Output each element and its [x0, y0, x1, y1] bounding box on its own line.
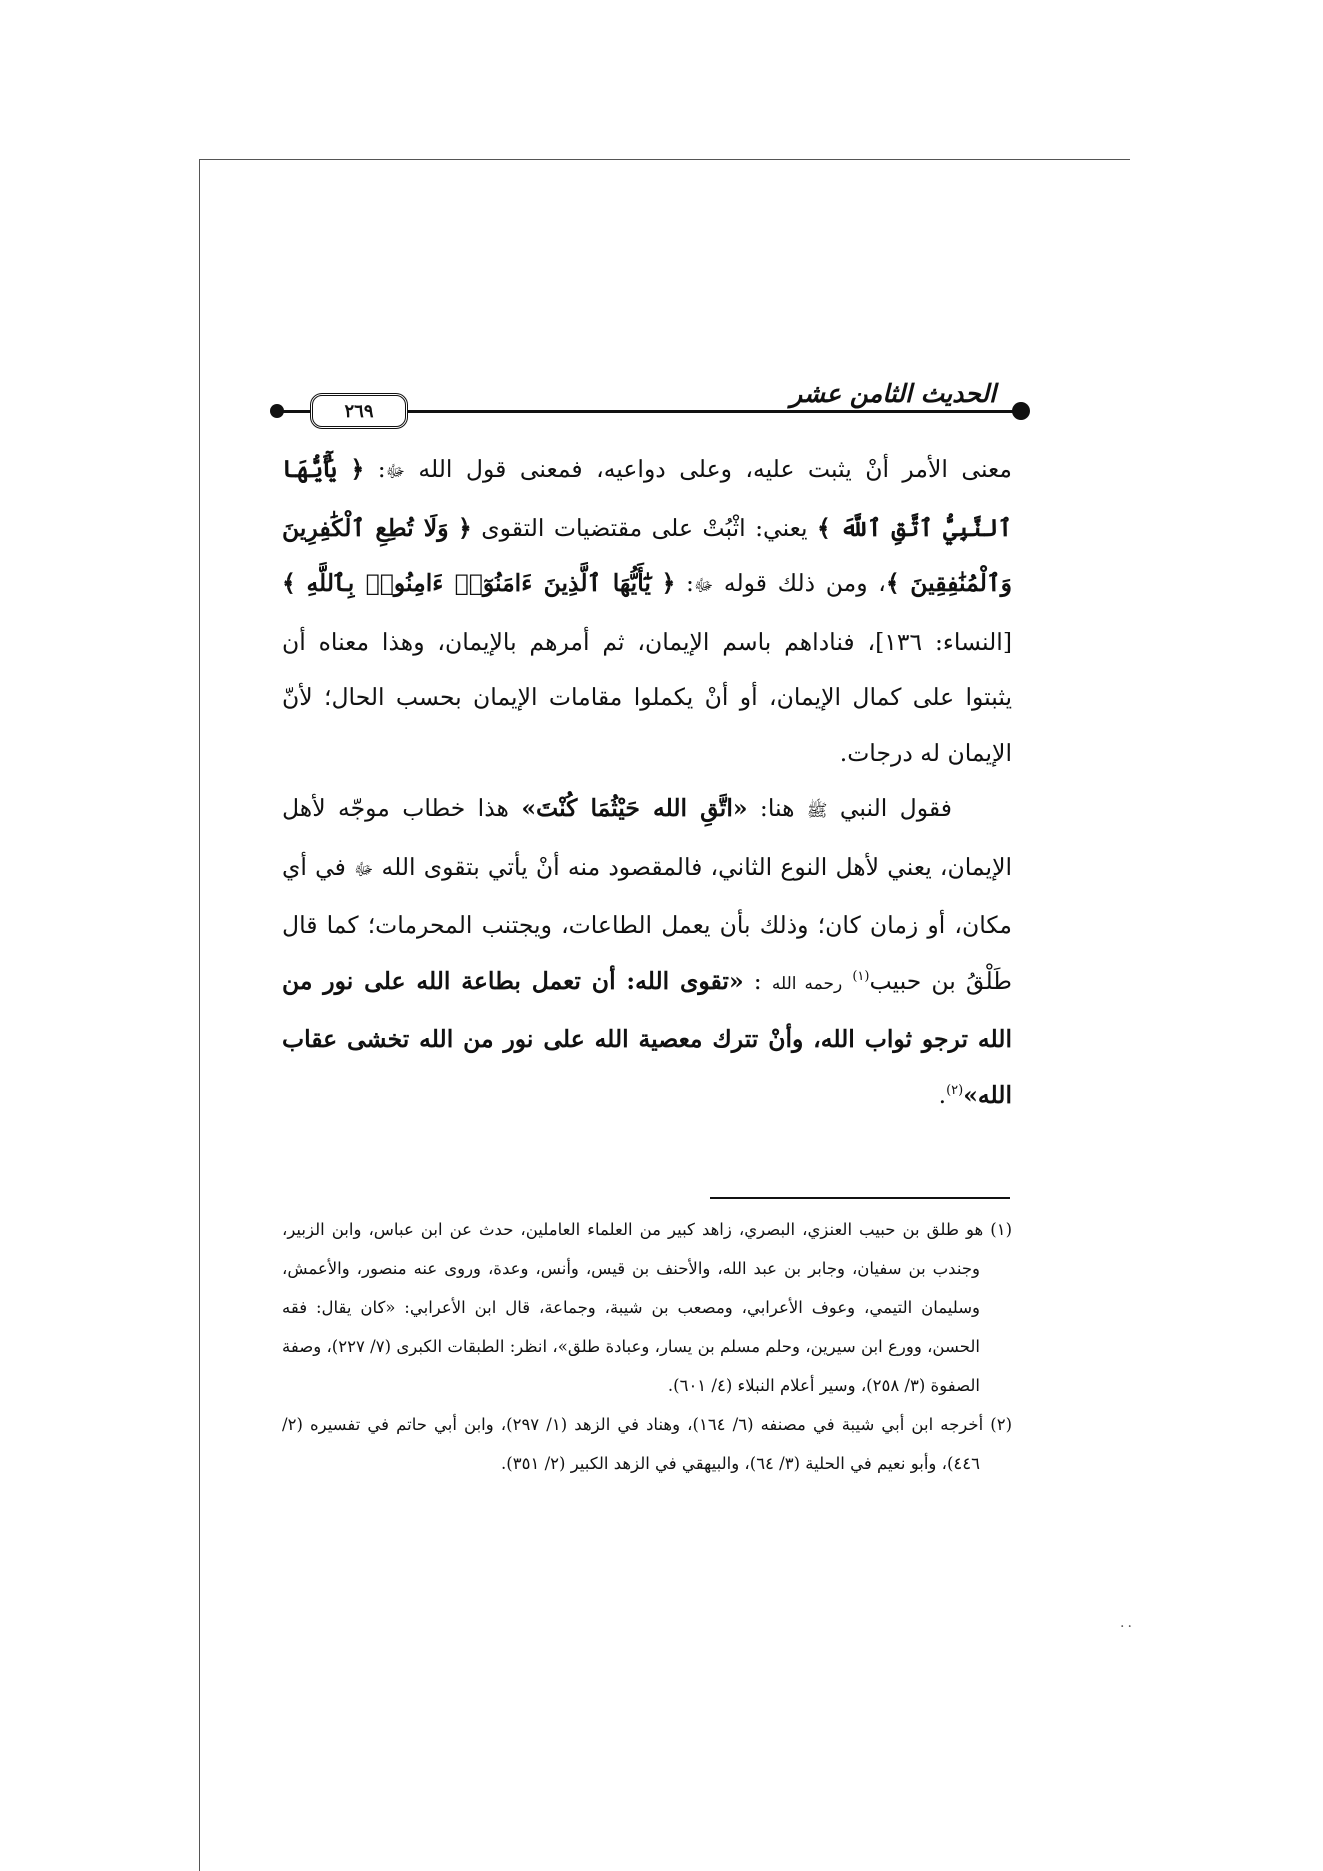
page-header	[270, 379, 1030, 425]
quran-verse: وَلَا تُطِعِ ٱلْكَٰفِرِينَ وَٱلْمُنَٰفِقِينَ	[282, 513, 1012, 597]
page-number: ٢٦٩	[344, 400, 374, 422]
quran-bracket-close: ﴾	[885, 569, 900, 597]
header-ornament-dot-right	[1012, 402, 1030, 420]
text-run: [النساء: ١٣٦]، فناداهم باسم الإيمان، ثم أمرهم بالإيمان، وهذا معناه أن يثبتوا على كمال الإيمان، أو أنْ يكملوا مقامات الإيمان بحسب الحال؛ لأنّ الإيمان له درجات.	[282, 627, 1012, 767]
quran-bracket-close: ﴾	[817, 513, 831, 542]
footnote-2: (٢) أخرجه ابن أبي شيبة في مصنفه (٦/ ١٦٤)، وهناد في الزهد (١/ ٢٩٧)، وابن أبي حاتم في تفسيره (٢/ ٤٤٦)، وأبو نعيم في الحلية (٣/ ٦٤)، والبيهقي في الزهد الكبير (٢/ ٣٥١).	[282, 1415, 1012, 1473]
paragraph-2	[282, 781, 1012, 1123]
honorific-glyph: ﷻ	[693, 576, 714, 596]
footnotes	[282, 1210, 1012, 1483]
footnote-1: (١) هو طلق بن حبيب العنزي، البصري، زاهد كبير من العلماء العاملين، حدث عن ابن عباس، وابن الزبير، وجندب بن سفيان، وجابر بن عبد الله، والأحنف بن قيس، وأنس، وعدة، وروى عنه منصور، والأعمش، وسليمان التيمي، وعوف الأعرابي، ومصعب بن شيبة، وجماعة، قال ابن الأعرابي: «كان يقال: فقه الحسن، وورع ابن سيرين، وحلم مسلم بن يسار، وعبادة طلق»، انظر: الطبقات الكبرى (٧/ ٢٢٧)، وصفة الصفوة (٣/ ٢٥٨)، وسير أعلام النبلاء (٤/ ٦٠١).	[282, 1220, 1012, 1395]
text-run: هذا خطاب موجّه لأهل الإيمان، يعني لأهل النوع الثاني، فالمقصود منه أنْ يأتي بتقوى الله	[282, 794, 1012, 881]
main-text	[282, 442, 1012, 1123]
quran-bracket-open: ﴿	[661, 569, 676, 597]
margin-marks: ..	[1120, 1615, 1135, 1631]
honorific-glyph: رحمه الله	[771, 973, 843, 994]
footnote-separator	[710, 1197, 1010, 1199]
quran-bracket-close: ﴾	[282, 569, 296, 597]
running-title: الحديث الثامن عشر	[780, 379, 1002, 408]
text-run: في أي مكان، أو زمان كان؛ وذلك بأن يعمل الطاعات، ويجتنب المحرمات؛ كما قال طَلْقُ بن حبيب	[282, 852, 1012, 995]
honorific-glyph: ﷻ	[354, 859, 374, 880]
quran-verse: يَٰٓأَيُّهَا ٱلنَّبِيُّ ٱتَّقِ ٱللَّهَ	[282, 455, 1012, 542]
header-ornament-dot-left	[270, 404, 284, 418]
quran-bracket-open: ﴿	[458, 513, 472, 542]
quran-bracket-open: ﴿	[350, 455, 365, 483]
footnote-ref-1: (١)	[852, 968, 870, 984]
text-run: فقول النبي	[839, 794, 953, 822]
text-run: :	[377, 455, 386, 483]
text-run: هنا:	[747, 794, 807, 822]
text-run: :	[675, 569, 694, 597]
text-run: :	[743, 966, 772, 995]
text-run: يعني: اثْبُتْ على مقتضيات التقوى	[471, 513, 817, 542]
footnote-ref-2: (٢)	[946, 1082, 964, 1098]
crop-line-left	[199, 159, 200, 1871]
honorific-glyph: ﷻ	[385, 462, 405, 482]
quran-verse: يَٰٓأَيُّهَا ٱلَّذِينَ ءَامَنُوٓا۟ ءَامِنُوا۟ بِٱللَّهِ	[306, 569, 651, 597]
bold-quote: «تقوى الله: أن تعمل بطاعة الله على نور من الله ترجو ثواب الله، وأنْ تترك معصية الله على نور من الله تخشى عقاب الله»	[282, 966, 1012, 1109]
crop-line-top	[199, 159, 1130, 160]
honorific-glyph: ﷺ	[806, 801, 828, 821]
hadith-quote: «اتَّقِ الله حَيْثُمَا كُنْتَ»	[521, 794, 748, 822]
text-run: ، ومن ذلك قوله	[723, 569, 886, 597]
paragraph-1	[282, 442, 1012, 781]
text-run: .	[938, 1080, 947, 1109]
text-run: معنى الأمر أنْ يثبت عليه، وعلى دواعيه، فمعنى قول الله	[418, 455, 1012, 483]
page-number-frame	[310, 393, 408, 429]
